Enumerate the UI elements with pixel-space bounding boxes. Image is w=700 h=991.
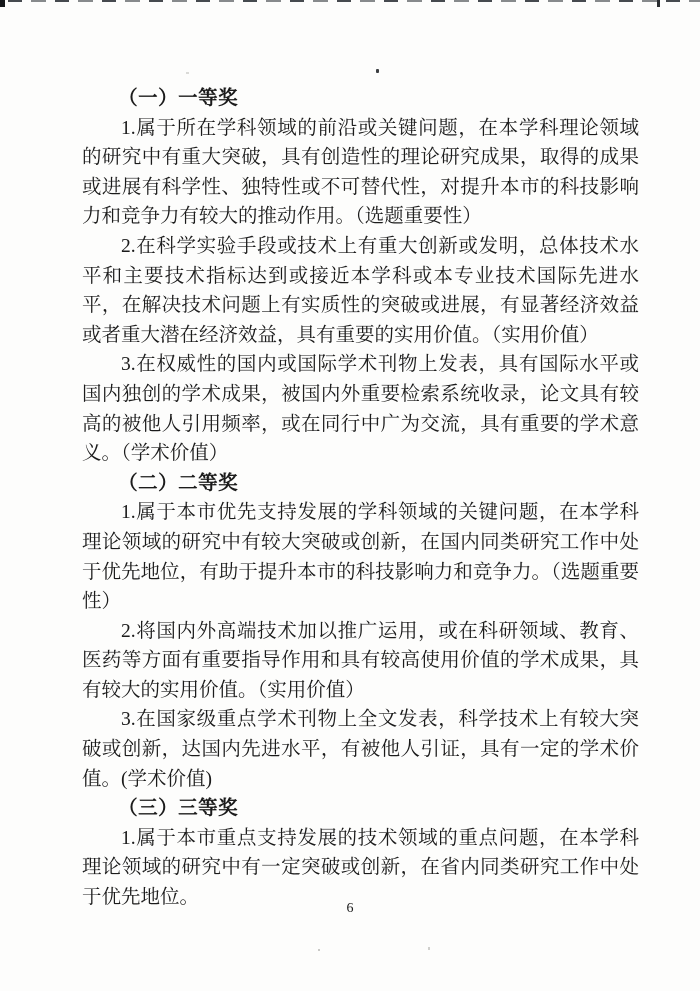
scan-artifact-speck: [186, 72, 189, 74]
second-prize-criterion-3: 3.在国家级重点学术刊物上全文发表，科学技术上有较大突破或创新，达国内先进水平，有被他人引证，具有一定的学术价值。(学术价值): [82, 709, 639, 790]
first-prize-criterion-3: 3.在权威性的国内或国际学术刊物上发表，具有国际水平或国内独创的学术成果，被国内外重要检索系统收录，论文具有较高的被他人引用频率，或在同行中广为交流，具有重要的学术意义。（学术价值）: [82, 354, 639, 465]
section-heading-first-prize: （一）一等奖: [118, 88, 239, 109]
document-body: [82, 84, 639, 913]
second-prize-criterion-1: 1.属于本市优先支持发展的学科领域的关键问题，在本学科理论领域的研究中有较大突破或创新，在国内同类研究工作中处于优先地位，有助于提升本市的科技影响力和竞争力。（选题重要性）: [82, 502, 639, 613]
section-heading-third-prize: （三）三等奖: [118, 798, 239, 820]
first-prize-criterion-2: 2.在科学实验手段或技术上有重大创新或发明，总体技术水平和主要技术指标达到或接近本学科或本专业技术国际先进水平，在解决技术问题上有实质性的突破或进展，有显著经济效益或者重大潜在经济效益，具有重要的实用价值。（实用价值）: [82, 235, 639, 346]
scan-artifact-top-dashed-line: [8, 0, 700, 2]
scan-artifact-corner-mark: [0, 0, 5, 7]
scan-artifact-speck: [428, 947, 430, 950]
scan-artifact-edge-tick: [657, 0, 660, 7]
scan-artifact-speck: [376, 69, 379, 73]
second-prize-criterion-2: 2.将国内外高端技术加以推广运用，或在科研领域、教育、医药等方面有重要指导作用和具有较高使用价值的学术成果，具有较大的实用价值。（实用价值）: [82, 620, 639, 701]
page-number: 6: [346, 901, 354, 916]
scan-artifact-speck: [318, 949, 320, 951]
section-heading-second-prize: （二）二等奖: [118, 472, 239, 494]
first-prize-criterion-1: 1.属于所在学科领域的前沿或关键问题，在本学科理论领域的研究中有重大突破，具有创造性的理论研究成果，取得的成果或进展有科学性、独特性或不可替代性，对提升本市的科技影响力和竞争力有较大的推动作用。（选题重要性）: [82, 117, 639, 228]
third-prize-criterion-1: 1.属于本市重点支持发展的技术领域的重点问题，在本学科理论领域的研究中有一定突破或创新，在省内同类研究工作中处于优先地位。: [82, 827, 639, 909]
